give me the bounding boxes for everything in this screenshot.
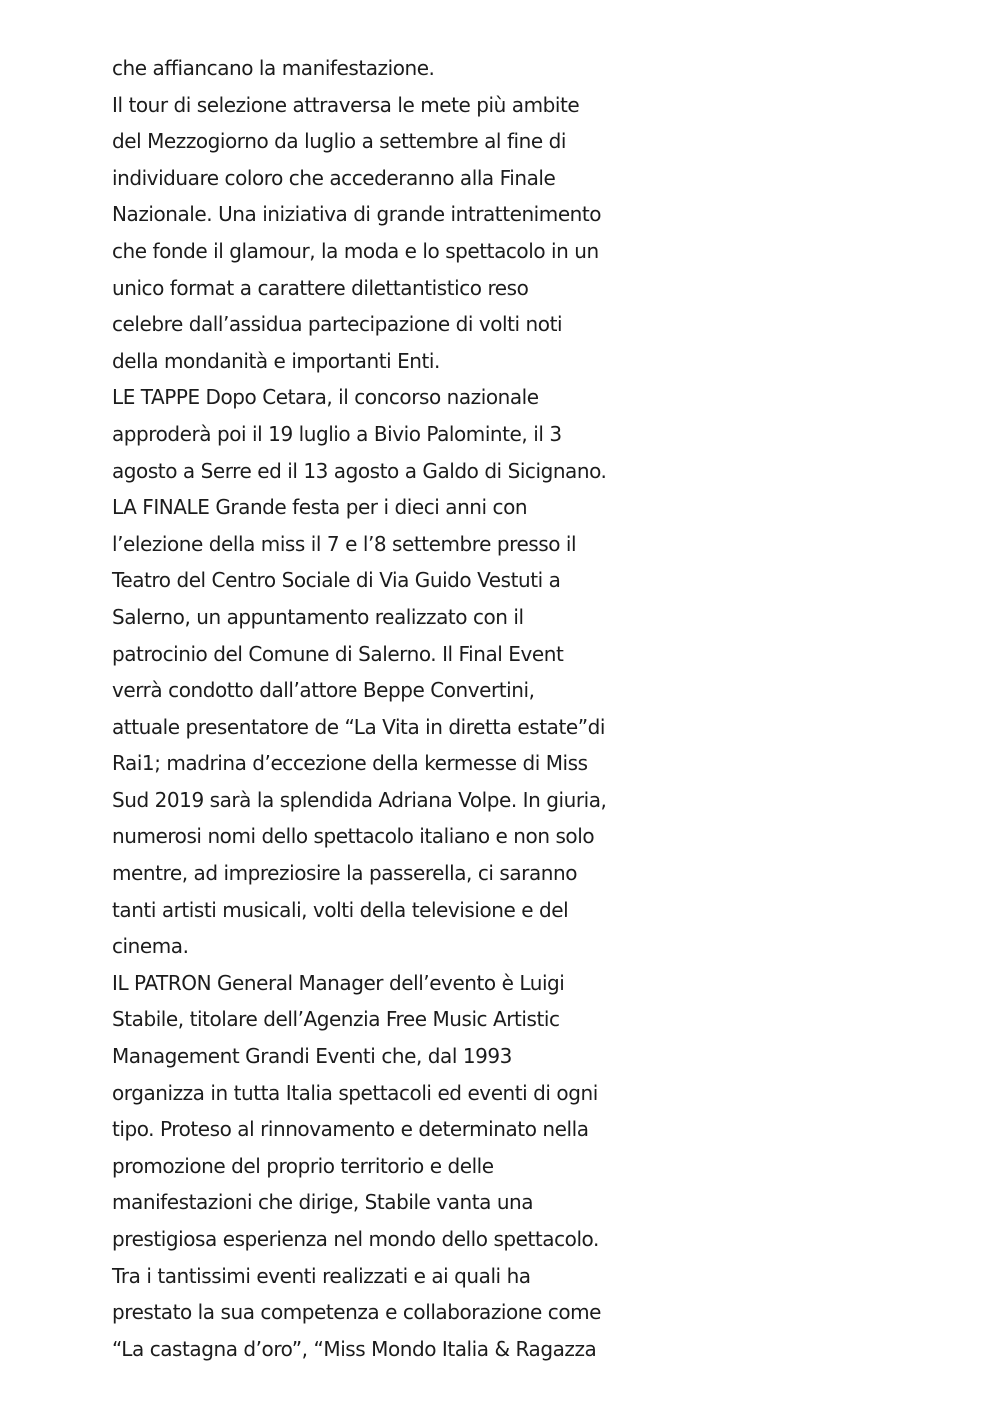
text-line: individuare coloro che accederanno alla Finale [112, 165, 556, 190]
text-line: mentre, ad impreziosire la passerella, ci saranno [112, 861, 577, 886]
text-line: cinema. [112, 934, 189, 959]
text-line: che affiancano la manifestazione. [112, 56, 435, 80]
text-line: Rai1; madrina d’eccezione della kermesse di Miss [112, 751, 588, 776]
text-line: manifestazioni che dirige, Stabile vanta una [112, 1190, 534, 1215]
text-line: agosto a Serre ed il 13 agosto a Galdo di Sicignano. [112, 458, 607, 483]
text-line: Teatro del Centro Sociale di Via Guido Vestuti a [112, 568, 561, 593]
text-line: organizza in tutta Italia spettacoli ed eventi di ogni [112, 1080, 598, 1105]
text-line: unico format a carattere dilettantistico reso [112, 275, 529, 300]
text-line: che fonde il glamour, la moda e lo spettacolo in un [112, 238, 599, 263]
text-line: numerosi nomi dello spettacolo italiano e non solo [112, 824, 595, 849]
text-line: LA FINALE Grande festa per i dieci anni con [112, 495, 528, 520]
text-line: Nazionale. Una iniziativa di grande intrattenimento [112, 202, 602, 227]
text-line: prestigiosa esperienza nel mondo dello spettacolo. [112, 1227, 599, 1251]
text-line: tipo. Proteso al rinnovamento e determinato nella [112, 1117, 589, 1142]
text-line: l’elezione della miss il 7 e l’8 settembre presso il [112, 531, 577, 556]
text-line: prestato la sua competenza e collaborazione come [112, 1300, 601, 1325]
text-line: IL PATRON General Manager dell’evento è Luigi [112, 970, 565, 995]
text-line: attuale presentatore de “La Vita in diretta estate”di [112, 714, 605, 739]
text-line: promozione del proprio territorio e delle [112, 1153, 494, 1178]
text-line: LE TAPPE Dopo Cetara, il concorso nazionale [112, 385, 539, 410]
text-line: approderà poi il 19 luglio a Bivio Palominte, il 3 [112, 421, 562, 446]
text-line: Stabile, titolare dell’Agenzia Free Music Artistic [112, 1007, 560, 1032]
text-line: Sud 2019 sarà la splendida Adriana Volpe. In giuria, [112, 787, 607, 812]
text-line: Management Grandi Eventi che, dal 1993 [112, 1044, 512, 1069]
text-line: della mondanità e importanti Enti. [112, 348, 440, 373]
article-body [112, 50, 652, 1367]
text-line: Salerno, un appuntamento realizzato con il [112, 604, 524, 629]
text-line: del Mezzogiorno da luglio a settembre al fine di [112, 129, 566, 154]
text-line: celebre dall’assidua partecipazione di volti noti [112, 312, 563, 337]
text-line: Tra i tantissimi eventi realizzati e ai quali ha [112, 1263, 531, 1288]
text-line: tanti artisti musicali, volti della televisione e del [112, 897, 569, 922]
text-line: Il tour di selezione attraversa le mete più ambite [112, 92, 580, 117]
text-line: patrocinio del Comune di Salerno. Il Final Event [112, 641, 564, 666]
text-line: “La castagna d’oro”, “Miss Mondo Italia & Ragazza [112, 1336, 597, 1361]
text-line: verrà condotto dall’attore Beppe Convertini, [112, 678, 535, 703]
